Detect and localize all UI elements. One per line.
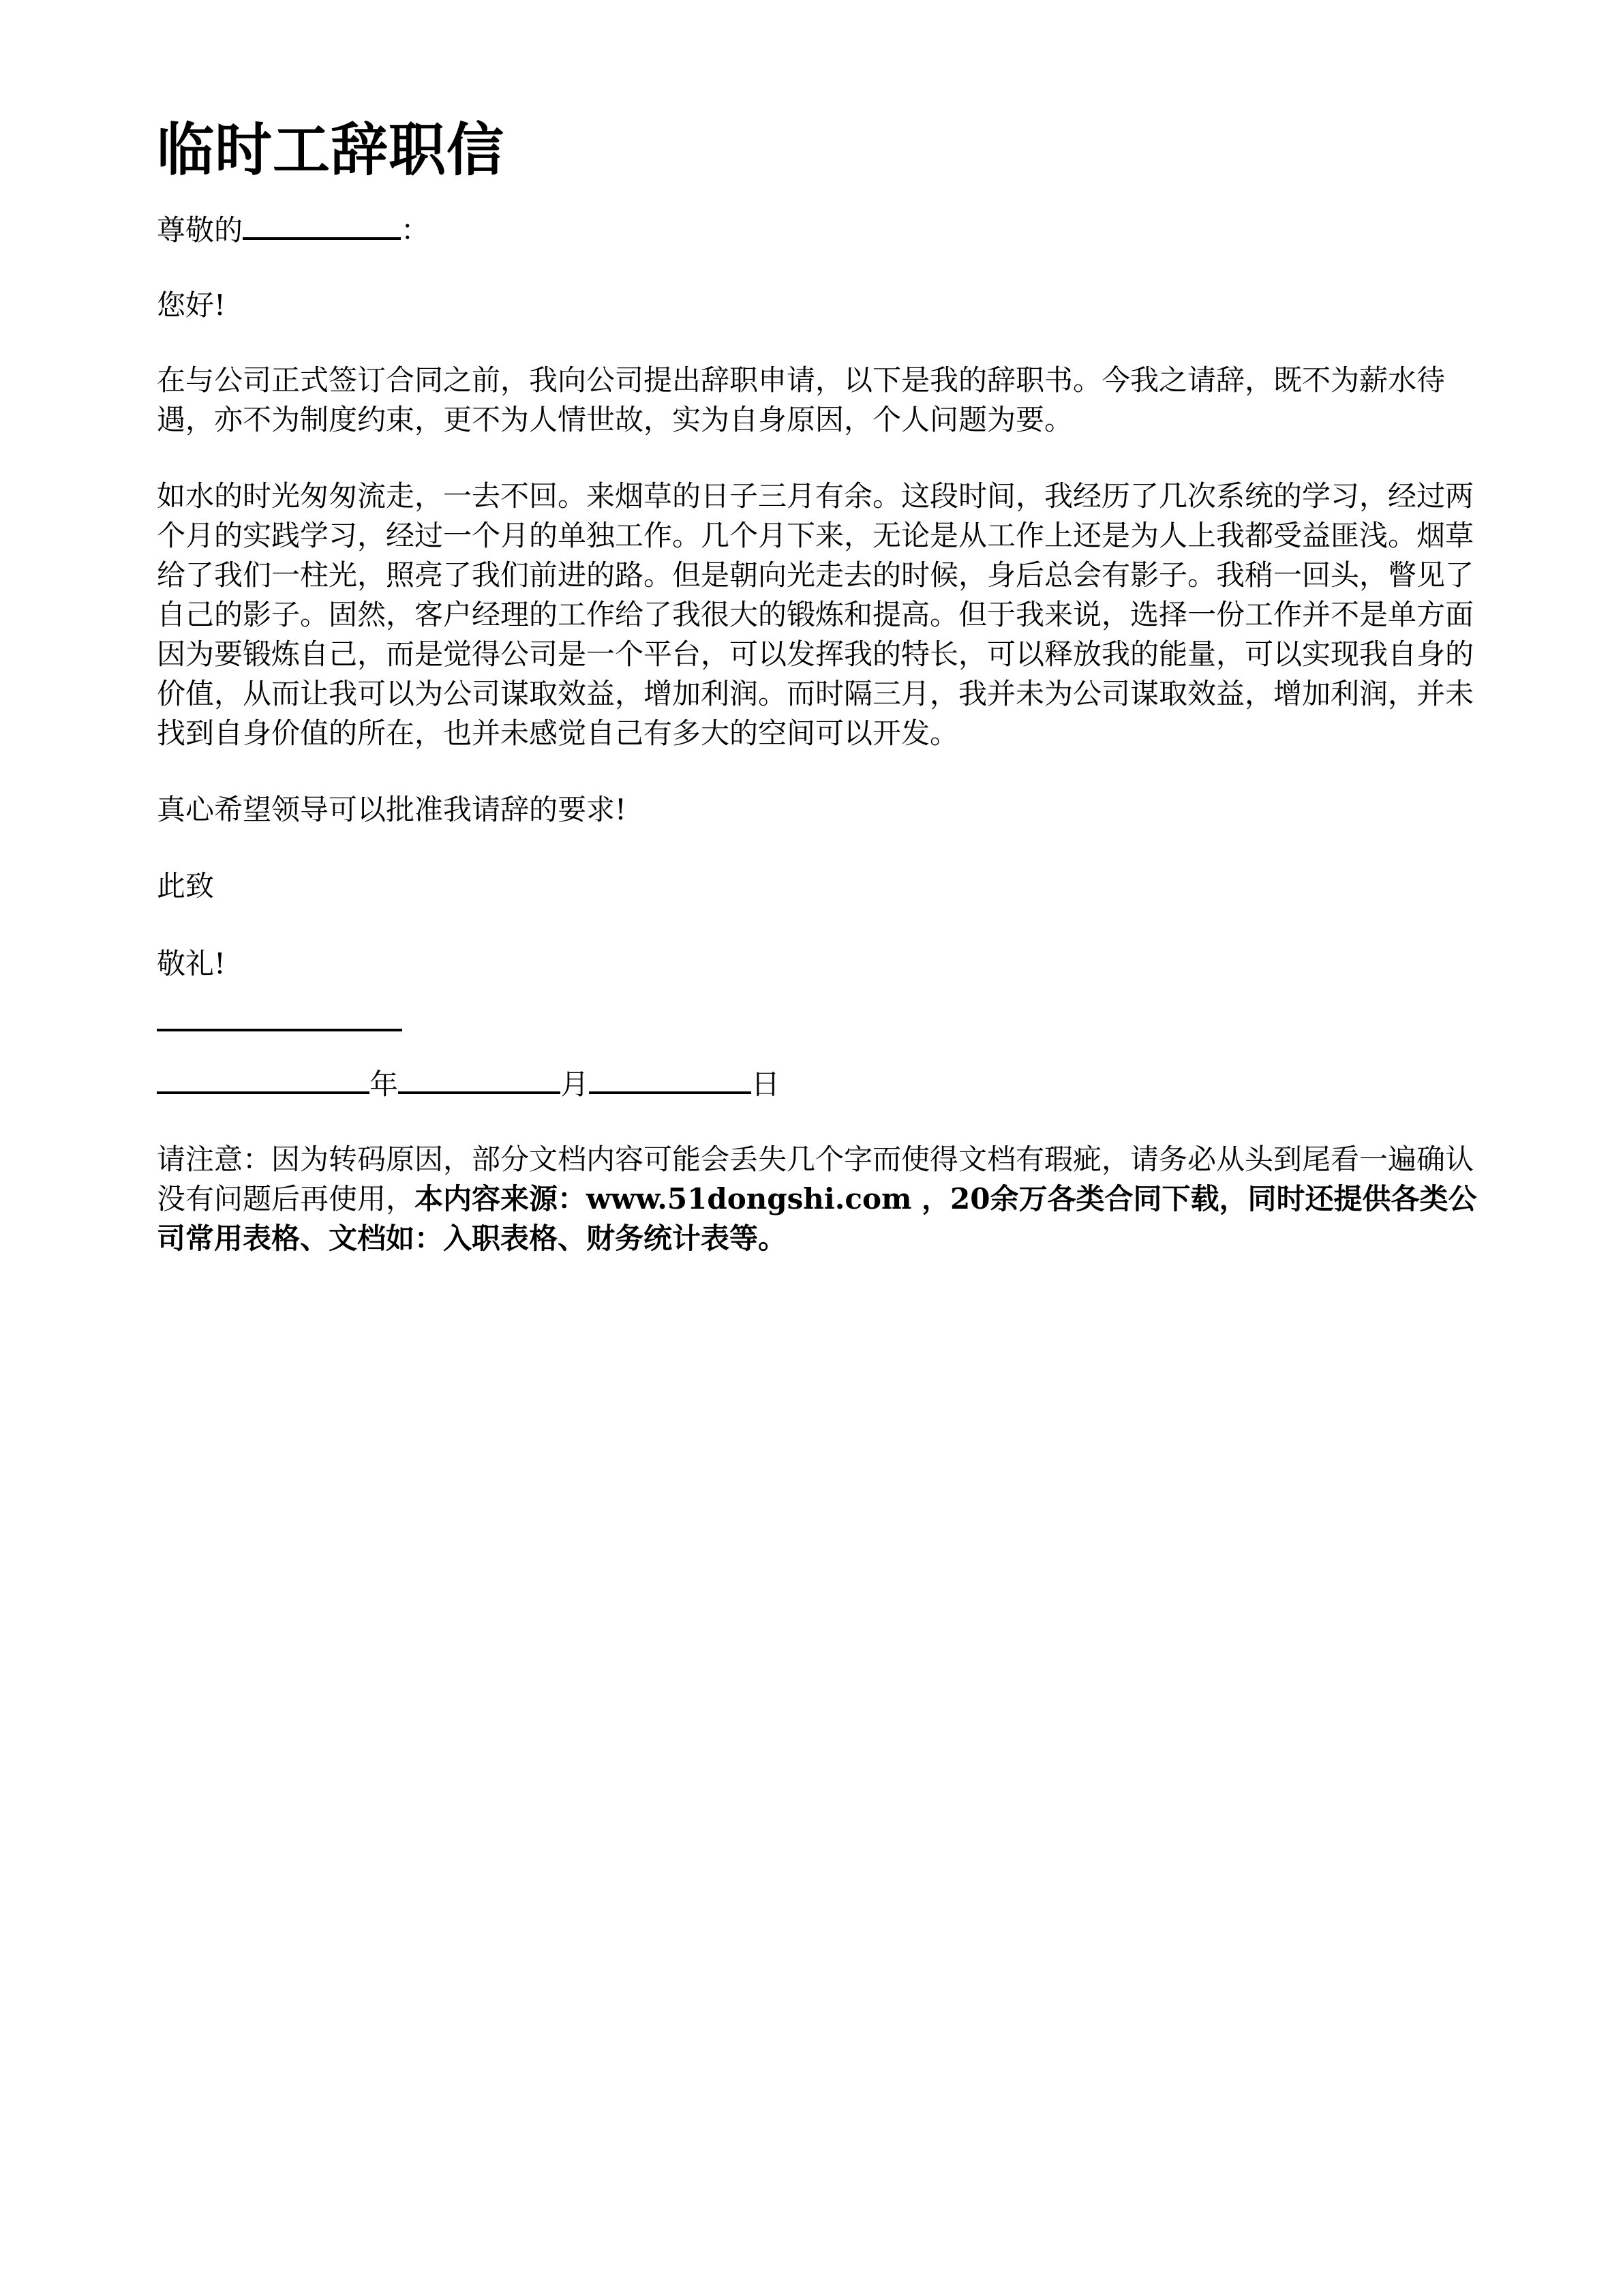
- closing-ci-zhi: 此致: [157, 869, 215, 903]
- body-paragraph-1: 在与公司正式签订合同之前，我向公司提出辞职申请，以下是我的辞职书。今我之请辞，既不为薪水待遇，亦不为制度约束，更不为人情世故，实为自身原因，个人问题为要。: [157, 363, 1446, 436]
- greeting: 您好!: [157, 288, 226, 322]
- month-blank: [398, 1064, 560, 1094]
- day-label: 日: [751, 1068, 780, 1101]
- recipient-blank: [243, 210, 401, 240]
- document-title: 临时工辞职信: [157, 117, 505, 183]
- month-label: 月: [560, 1068, 590, 1101]
- salutation: [157, 210, 1493, 250]
- signature-line: [157, 1029, 402, 1031]
- day-blank: [589, 1064, 751, 1094]
- notice-text: 请注意：因为转码原因，部分文档内容可能会丢失几个字而使得文档有瑕疵，请务必从头到尾看一遍确认没有问题后再使用，: [157, 1143, 1474, 1215]
- date-row: [157, 1064, 1493, 1104]
- salutation-prefix: 尊敬的: [157, 213, 243, 247]
- year-blank: [157, 1064, 369, 1094]
- request-sentence: 真心希望领导可以批准我请辞的要求!: [157, 793, 626, 826]
- salutation-suffix: ：: [401, 213, 430, 247]
- notice-source-text: 本内容来源：www.51dongshi.com ，20余万各类合同下载，同时还提供各类公司常用表格、文档如：入职表格、财务统计表等。: [157, 1182, 1477, 1255]
- notice-paragraph: [157, 1140, 1493, 1258]
- body-paragraph-2: 如水的时光匆匆流走，一去不回。来烟草的日子三月有余。这段时间，我经历了几次系统的学习，经过两个月的实践学习，经过一个月的单独工作。几个月下来，无论是从工作上还是为人上我都受益匪浅。烟草给了我们一柱光，照亮了我们前进的路。但是朝向光走去的时候，身后总会有影子。我稍一回头，瞥见了自己的影子。固然，客户经理的工作给了我很大的锻炼和提高。但于我来说，选择一份工作并不是单方面因为要锻炼自己，而是觉得公司是一个平台，可以发挥我的特长，可以释放我的能量，可以实现我自身的价值，从而让我可以为公司谋取效益，增加利润。而时隔三月，我并未为公司谋取效益，增加利润，并未找到自身价值的所在，也并未感觉自己有多大的空间可以开发。: [157, 479, 1474, 750]
- document-body: [157, 109, 1493, 1258]
- closing-jing-li: 敬礼!: [157, 947, 226, 980]
- year-label: 年: [369, 1068, 399, 1101]
